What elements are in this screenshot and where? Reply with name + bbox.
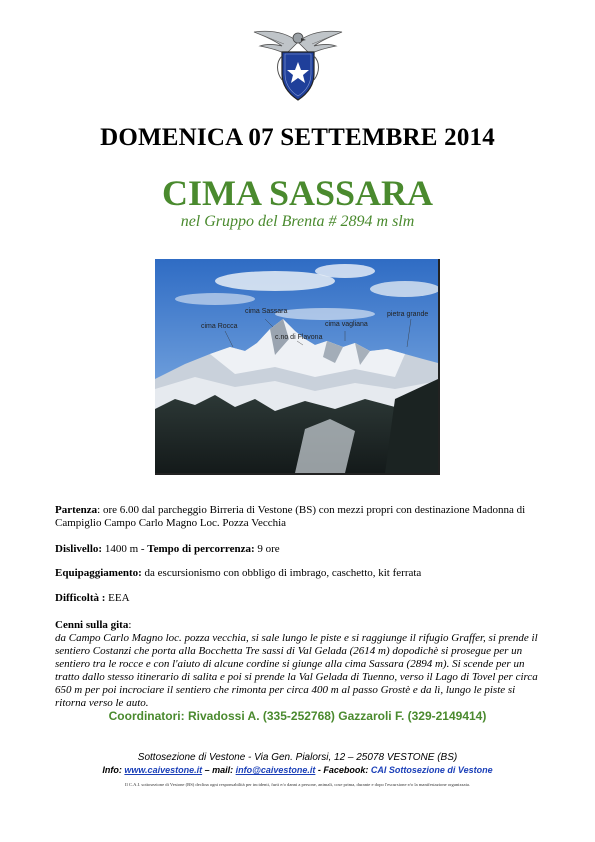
mountain-photo-image: [155, 259, 438, 473]
email-link[interactable]: info@caivestone.it: [235, 765, 316, 775]
page-subtitle: nel Gruppo del Brenta # 2894 m slm: [180, 213, 415, 230]
footer-mail-label: – mail:: [202, 765, 236, 775]
photo-label-cno-flavona: c.no di Flavona: [275, 334, 323, 341]
facebook-link[interactable]: CAI Sottosezione di Vestone: [370, 765, 493, 775]
footer-contacts: [0, 765, 595, 775]
website-link[interactable]: www.caivestone.it: [124, 765, 203, 775]
event-date: DOMENICA 07 SETTEMBRE 2014: [100, 124, 495, 151]
equipaggiamento-text: da escursionismo con obbligo di imbrago, caschetto, kit ferrata: [141, 567, 422, 579]
coordinators: Coordinatori: Rivadossi A. (335-252768) Gazzaroli F. (329-2149414): [108, 709, 487, 723]
dislivello-label: Dislivello:: [55, 543, 103, 555]
photo-label-cima-sassara: cima Sassara: [245, 308, 288, 315]
page-title: CIMA SASSARA: [161, 173, 434, 213]
footer-address: Sottosezione di Vestone - Via Gen. Pialorsi, 12 – 25078 VESTONE (BS): [137, 752, 458, 763]
tempo-value: 9 ore: [254, 543, 280, 555]
difficolta-section: [55, 592, 540, 605]
photo-label-cima-rocca: cima Rocca: [201, 323, 238, 330]
cenni-colon: :: [128, 619, 132, 631]
partenza-label: Partenza: [55, 504, 98, 516]
cenni-section: [55, 619, 540, 710]
photo-label-cima-vagliana: cima vagliana: [325, 321, 368, 328]
disclaimer: Il C.A.I. sottosezione di Vestone (BS) declina ogni responsabilità per incidenti, furti e/o danni a persone, animali, cose prima, durante e dopo l'escursione e/o la manifestazione organizzata.: [124, 782, 471, 787]
equipaggiamento-section: [55, 567, 540, 580]
footer-info-label: Info:: [102, 765, 125, 775]
dislivello-value: 1400 m -: [102, 543, 148, 555]
photo-label-pietra-grande: pietra grande: [387, 311, 429, 318]
difficolta-value: EEA: [105, 592, 130, 604]
cenni-label: Cenni sulla gita: [55, 619, 129, 631]
tempo-label: Tempo di percorrenza:: [147, 543, 255, 555]
mountain-photo: [155, 259, 440, 475]
difficolta-label: Difficoltà :: [55, 592, 106, 604]
cai-logo-icon: [252, 22, 344, 104]
partenza-section: [55, 504, 540, 530]
dislivello-section: [55, 543, 540, 556]
equipaggiamento-label: Equipaggiamento:: [55, 567, 142, 579]
partenza-text: : ore 6.00 dal parcheggio Birreria di Vestone (BS) con mezzi propri con destinazione Madonna di Campiglio Campo Carlo Magno Loc. Pozza Vecchia: [55, 504, 526, 529]
footer-fb-label: - Facebook:: [315, 765, 371, 775]
cenni-text: da Campo Carlo Magno loc. pozza vecchia, si sale lungo le piste e si raggiunge il rifugio Graffer, si prende il sentiero Costanzi che porta alla Bocchetta Tre sassi di Val Gelada (2614 m) dopodichè si prosegue per un sentiero tra le rocce e con l'aiuto di alcune cordine si giunge alla cima Sassara (2894 m). Si scende per un tratto dallo stesso itinerario di salita e poi si prende la Val Gelada di Tuenno, verso il Lago di Tovel per circa 650 m per poi incrociare il sentiero che rimonta per circa 400 m al passo Grostè e da lì, lungo le piste si ritorna verso le auto.: [55, 632, 538, 709]
